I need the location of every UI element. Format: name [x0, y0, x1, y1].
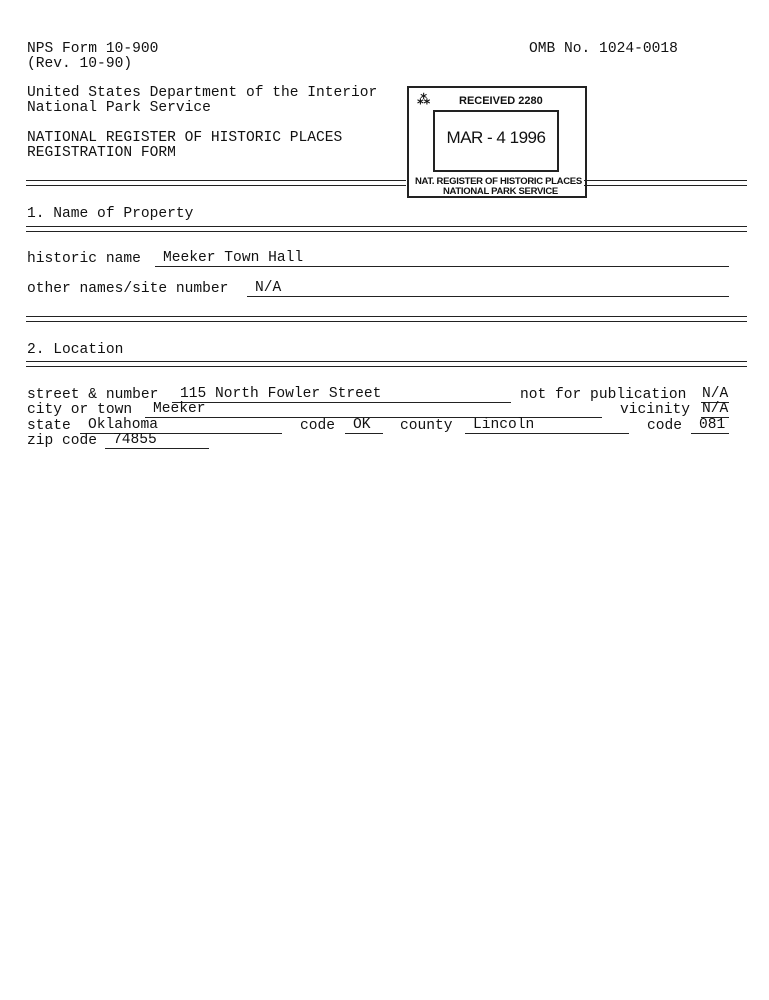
county-code-value: 081	[699, 417, 726, 433]
nfp-value: N/A	[702, 386, 729, 402]
state-code-field[interactable]	[345, 418, 383, 434]
historic-name-value: Meeker Town Hall	[163, 250, 304, 266]
section1-bottom-rule	[26, 316, 747, 322]
zip-value: 74855	[113, 432, 157, 448]
street-label: street & number	[27, 387, 159, 403]
stamp-date: MAR - 4 1996	[446, 128, 546, 147]
zip-label: zip code	[27, 433, 98, 449]
state-value: Oklahoma	[88, 417, 159, 433]
omb-number: OMB No. 1024-0018	[529, 41, 678, 57]
state-code-value: OK	[353, 417, 371, 433]
stamp-received: RECEIVED 2280	[459, 95, 543, 107]
section2-rule	[26, 361, 747, 367]
nfp-label: not for publication	[520, 387, 687, 403]
historic-name-field[interactable]	[155, 251, 729, 267]
other-names-value: N/A	[255, 280, 282, 296]
other-names-label: other names/site number	[27, 281, 229, 297]
historic-name-label: historic name	[27, 251, 141, 267]
section1-rule	[26, 226, 747, 232]
street-field[interactable]	[172, 387, 511, 403]
county-code-field[interactable]	[691, 418, 729, 434]
city-field[interactable]	[145, 402, 602, 418]
street-value: 115 North Fowler Street	[180, 386, 382, 402]
state-code-label: code	[300, 418, 336, 434]
vicinity-field[interactable]	[701, 402, 729, 418]
header-rule-left	[26, 180, 406, 186]
header-rule-right	[584, 180, 747, 186]
stamp-scribble-icon: ⁂	[417, 92, 432, 107]
other-names-field[interactable]	[247, 281, 729, 297]
stamp-date-box	[433, 110, 559, 172]
section1-title: 1. Name of Property	[27, 206, 194, 222]
state-label: state	[27, 418, 71, 434]
form-number: NPS Form 10-900	[27, 41, 159, 57]
zip-field[interactable]	[105, 433, 209, 449]
stamp-register-line: NAT. REGISTER OF HISTORIC PLACES	[415, 176, 582, 187]
received-stamp	[407, 86, 587, 198]
vicinity-label: vicinity	[620, 402, 691, 418]
vicinity-value: N/A	[702, 401, 729, 417]
form-revision: (Rev. 10-90)	[27, 56, 133, 72]
county-label: county	[400, 418, 453, 434]
county-code-label: code	[647, 418, 683, 434]
county-value: Lincoln	[473, 417, 535, 433]
stamp-park-service-line: NATIONAL PARK SERVICE	[443, 186, 558, 197]
county-field[interactable]	[465, 418, 629, 434]
city-label: city or town	[27, 402, 133, 418]
form-subtitle: REGISTRATION FORM	[27, 145, 176, 161]
city-value: Meeker	[153, 401, 206, 417]
form-title: NATIONAL REGISTER OF HISTORIC PLACES	[27, 130, 343, 146]
agency-name: National Park Service	[27, 100, 211, 116]
section2-title: 2. Location	[27, 342, 124, 358]
department-name: United States Department of the Interior	[27, 85, 378, 101]
